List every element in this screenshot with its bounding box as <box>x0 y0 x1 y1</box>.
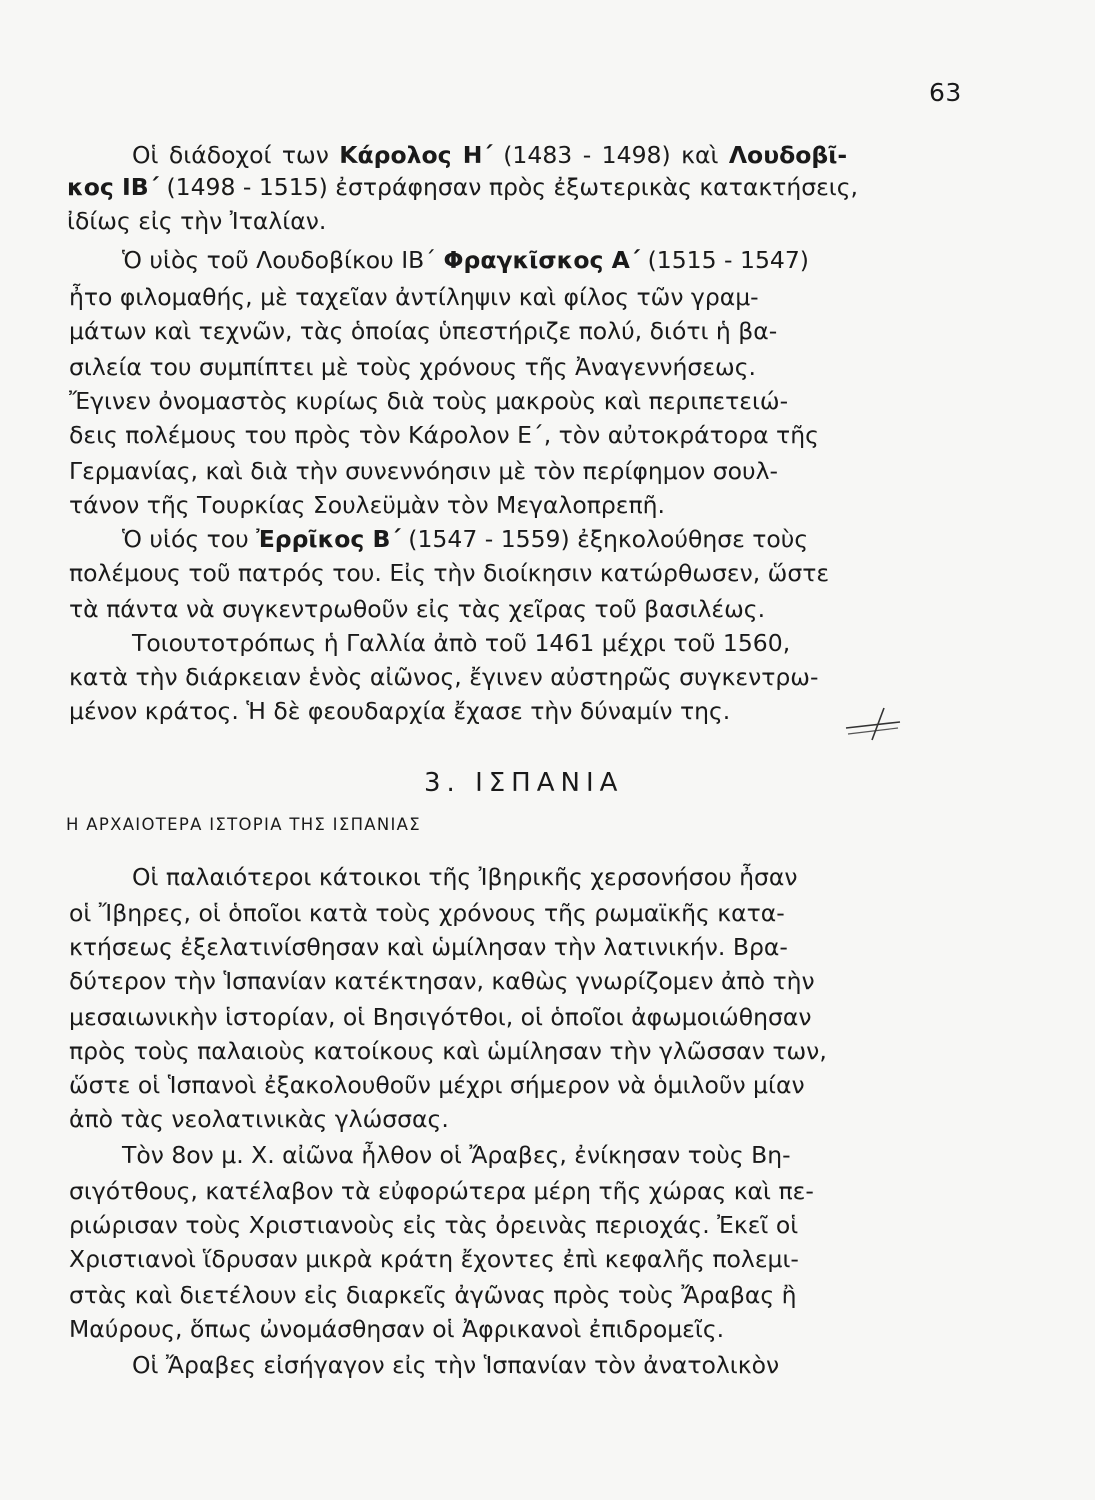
paragraph-line: οἱ Ἴβηρες, οἱ ὁποῖοι κατὰ τοὺς χρόνους τῆς ρωμαϊκῆς κατα- <box>69 899 785 927</box>
paragraph-line: κτήσεως ἐξελατινίσθησαν καὶ ὡμίλησαν τὴν λατινικήν. Βρα- <box>69 933 788 961</box>
paragraph-line: Μαύρους, ὅπως ὠνομάσθησαν οἱ Ἀφρικανοὶ ἐπιδρομεῖς. <box>69 1315 725 1343</box>
paragraph-line: ἦτο φιλομαθής, μὲ ταχεῖαν ἀντίληψιν καὶ φίλος τῶν γραμ- <box>69 283 759 311</box>
subsection-heading: Η ΑΡΧΑΙΟΤΕΡΑ ΙΣΤΟΡΙΑ ΤΗΣ ΙΣΠΑΝΙΑΣ <box>66 815 421 834</box>
paragraph-line: Ὁ υἱός του Ἐρρῖκος Β΄ (1547 - 1559) ἐξηκολούθησε τοὺς <box>122 525 809 553</box>
paragraph-line: Τὸν 8ον μ. Χ. αἰῶνα ἦλθον οἱ Ἄραβες, ἐνίκησαν τοὺς Βη- <box>122 1141 791 1169</box>
paragraph-line: πρὸς τοὺς παλαιοὺς κατοίκους καὶ ὡμίλησαν τὴν γλῶσσαν των, <box>69 1037 827 1065</box>
paragraph-line: Οἱ Ἄραβες εἰσήγαγον εἰς τὴν Ἱσπανίαν τὸν ἀνατολικὸν <box>132 1351 780 1379</box>
section-title: 3. ΙΣΠΑΝΙΑ <box>424 768 624 798</box>
paragraph-line: ἀπὸ τὰς νεολατινικὰς γλώσσας. <box>69 1105 449 1133</box>
paragraph-line: Ὁ υἱὸς τοῦ Λουδοβίκου ΙΒ΄ Φραγκῖσκος Α΄ (1515 - 1547) <box>122 246 809 274</box>
paragraph-line: Γερμανίας, καὶ διὰ τὴν συνεννόησιν μὲ τὸν περίφημον σουλ- <box>69 457 778 485</box>
paragraph-line: μάτων καὶ τεχνῶν, τὰς ὁποίας ὑπεστήριζε πολύ, διότι ἡ βα- <box>69 317 778 345</box>
paragraph-line: τὰ πάντα νὰ συγκεντρωθοῦν εἰς τὰς χεῖρας τοῦ βασιλέως. <box>69 595 766 623</box>
paragraph-line: ριώρισαν τοὺς Χριστιανοὺς εἰς τὰς ὀρεινὰς περιοχάς. Ἐκεῖ οἱ <box>69 1211 799 1239</box>
paragraph-line: πολέμους τοῦ πατρός του. Εἰς τὴν διοίκησιν κατώρθωσεν, ὥστε <box>69 559 830 587</box>
paragraph-line: ὥστε οἱ Ἱσπανοὶ ἐξακολουθοῦν μέχρι σήμερον νὰ ὁμιλοῦν μίαν <box>69 1071 805 1099</box>
end-strike-mark-icon <box>842 700 904 744</box>
paragraph-line: Τοιουτοτρόπως ἡ Γαλλία ἀπὸ τοῦ 1461 μέχρι τοῦ 1560, <box>132 629 791 657</box>
paragraph-line: κατὰ τὴν διάρκειαν ἑνὸς αἰῶνος, ἔγινεν αὐστηρῶς συγκεντρω- <box>69 663 819 691</box>
paragraph-line: δεις πολέμους του πρὸς τὸν Κάρολον Ε΄, τὸν αὐτοκράτορα τῆς <box>69 421 819 449</box>
paragraph-line: δύτερον τὴν Ἱσπανίαν κατέκτησαν, καθὼς γνωρίζομεν ἀπὸ τὴν <box>69 967 815 995</box>
paragraph-line: κος ΙΒ΄ (1498 - 1515) ἐστράφησαν πρὸς ἐξωτερικὰς κατακτήσεις, <box>67 173 859 201</box>
paragraph-line: μεσαιωνικὴν ἱστορίαν, οἱ Βησιγότθοι, οἱ ὁποῖοι ἀφωμοιώθησαν <box>69 1003 812 1031</box>
paragraph-line: τάνον τῆς Τουρκίας Σουλεϋμὰν τὸν Μεγαλοπρεπῆ. <box>69 491 665 519</box>
page-number: 63 <box>929 78 962 107</box>
paragraph-line: Χριστιανοὶ ἵδρυσαν μικρὰ κράτη ἔχοντες ἐπὶ κεφαλῆς πολεμι- <box>69 1245 799 1273</box>
paragraph-line: Οἱ παλαιότεροι κάτοικοι τῆς Ἰβηρικῆς χερσονήσου ἦσαν <box>132 863 798 891</box>
paragraph-line: σιλεία του συμπίπτει μὲ τοὺς χρόνους τῆς Ἀναγεννήσεως. <box>69 353 756 381</box>
paragraph-line: μένον κράτος. Ἡ δὲ φεουδαρχία ἔχασε τὴν δύναμίν της. <box>69 697 731 725</box>
paragraph-line: στὰς καὶ διετέλουν εἰς διαρκεῖς ἀγῶνας πρὸς τοὺς Ἄραβας ἢ <box>69 1281 797 1309</box>
paragraph-line: Ἔγινεν ὀνομαστὸς κυρίως διὰ τοὺς μακροὺς καὶ περιπετειώ- <box>69 387 789 415</box>
paragraph-line: ἰδίως εἰς τὴν Ἰταλίαν. <box>67 207 327 235</box>
paragraph-line: σιγότθους, κατέλαβον τὰ εὐφορώτερα μέρη τῆς χώρας καὶ πε- <box>69 1177 814 1205</box>
paragraph-line: Οἱ διάδοχοί των Κάρολος Η΄ (1483 - 1498) καὶ Λουδοβῖ- <box>132 141 848 169</box>
